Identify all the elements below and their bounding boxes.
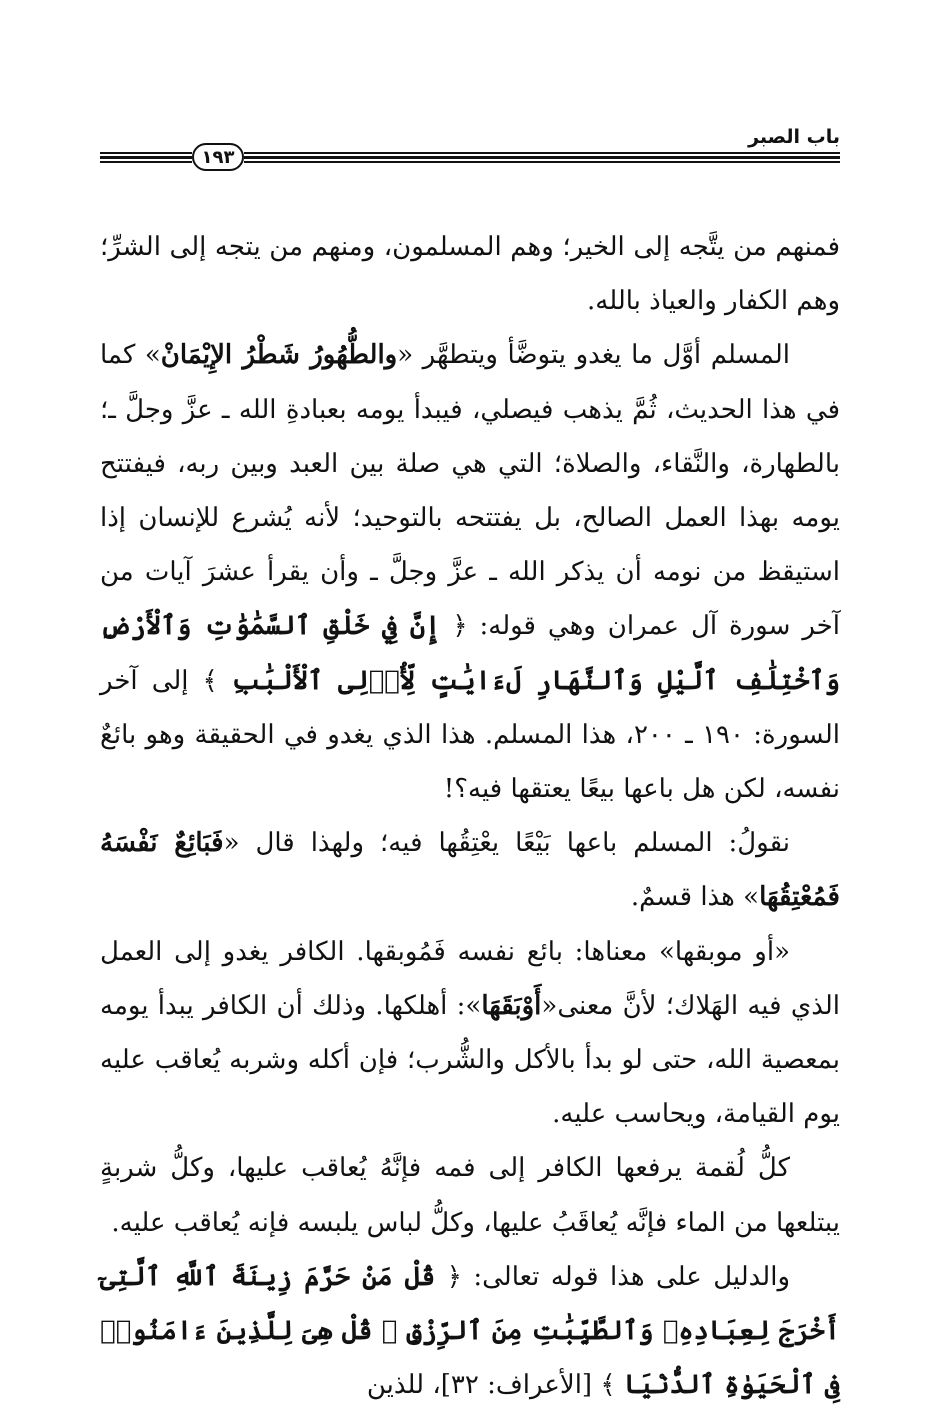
text-run: ﴾ [الأعراف: ٣٢]، للذين bbox=[366, 1370, 624, 1401]
paragraph bbox=[100, 925, 840, 1142]
page-header bbox=[100, 118, 840, 178]
quoted-text: قُلْ مَنْ حَرَّمَ زِينَةَ ٱللَّهِ ٱلَّتِىٓ أَخْرَجَ لِعِبَادِهِۦ وَٱلطَّيِّبَٰتِ مِنَ ٱلرِّزْقِ ۚ قُلْ هِىَ لِلَّذِينَ ءَامَنُوا۟ فِى ٱلْحَيَوٰةِ ٱلدُّنْيَا bbox=[100, 1261, 840, 1401]
header-rule bbox=[100, 152, 192, 154]
page-number: ١٩٣ bbox=[192, 143, 244, 171]
paragraph bbox=[100, 220, 840, 328]
quoted-text: أَوْبَقَهَا bbox=[481, 990, 542, 1021]
text-run: نقولُ: المسلم باعها بَيْعًا يعْتِقُها فيه؛ ولهذا قال « bbox=[223, 828, 790, 859]
text-run: والدليل على هذا قوله تعالى: ﴿ bbox=[435, 1261, 791, 1292]
text-run: «أو موبقها» معناها: بائع نفسه فَمُوبقها. الكافر يغدو إلى العمل الذي فيه الهَلاك؛ لأنَّ معنى« bbox=[100, 936, 840, 1021]
header-rule bbox=[244, 161, 840, 163]
header-rule bbox=[100, 156, 192, 159]
body-text bbox=[100, 220, 840, 1412]
header-rule bbox=[244, 156, 840, 159]
paragraph bbox=[100, 328, 840, 816]
text-run: المسلم أوَّل ما يغدو يتوضَّأ ويتطهَّر « bbox=[397, 340, 790, 371]
text-run: » كما في هذا الحديث، ثُمَّ يذهب فيصلي، فيبدأ يومه بعبادةِ الله ـ عزَّ وجلَّ ـ؛ بالطهارة، والنَّقاء، والصلاة؛ التي هي صلة بين العبد وبين ربه، فيفتتح يومه بهذا العمل الصالح، بل يفتتحه بالتوحيد؛ لأنه يُشرع للإنسان إذا استيقظ من نومه أن يذكر الله ـ عزَّ وجلَّ ـ وأن يقرأ عشرَ آيات من آخر سورة آل عمران وهي قوله: ﴿ bbox=[100, 340, 840, 642]
text-run: كلُّ لُقمة يرفعها الكافر إلى فمه فإنَّهُ يُعاقب عليها، وكلُّ شربةٍ يبتلعها من الماء فإنَّه يُعاقَبُ عليها، وكلُّ لباس يلبسه فإنه يُعاقب عليه. bbox=[100, 1153, 840, 1238]
paragraph bbox=[100, 1250, 840, 1412]
text-run: »: أهلكها. وذلك أن الكافر يبدأ يومه بمعصية الله، حتى لو بدأ بالأكل والشُّرب؛ فإن أكله وشربه يُعاقب عليه يوم القيامة، ويحاسب عليه. bbox=[100, 990, 840, 1130]
quoted-text: والطُّهُورُ شَطْرُ الإِيْمَانْ bbox=[160, 340, 398, 371]
quoted-text: إِنَّ فِي خَلْقِ ٱلسَّمَٰوَٰتِ وَٱلْأَرْضِ وَٱخْتِلَٰفِ ٱلَّيْلِ وَٱلنَّهَارِ لَءَايَٰتٍ لِّأُو۟لِى ٱلْأَلْبَٰبِ bbox=[100, 611, 840, 696]
header-rule bbox=[100, 161, 192, 163]
text-run: ﴾ إلى آخر السورة: ١٩٠ ـ ٢٠٠، هذا المسلم. هذا الذي يغدو في الحقيقة وهو بائعٌ نفسه، لكن هل باعها بيعًا يعتقها فيه؟! bbox=[100, 665, 840, 805]
paragraph bbox=[100, 1141, 840, 1249]
chapter-title: باب الصبر bbox=[748, 126, 840, 148]
text-run: » هذا قسمٌ. bbox=[630, 882, 760, 913]
paragraph bbox=[100, 816, 840, 924]
header-rule bbox=[244, 152, 840, 154]
quoted-text: فَبَائِعٌ نَفْسَهُ فَمُعْتِقُهَا bbox=[100, 828, 840, 913]
text-run: فمنهم من يتَّجه إلى الخير؛ وهم المسلمون، ومنهم من يتجه إلى الشرِّ؛ وهم الكفار والعياذ بالله. bbox=[100, 232, 840, 317]
